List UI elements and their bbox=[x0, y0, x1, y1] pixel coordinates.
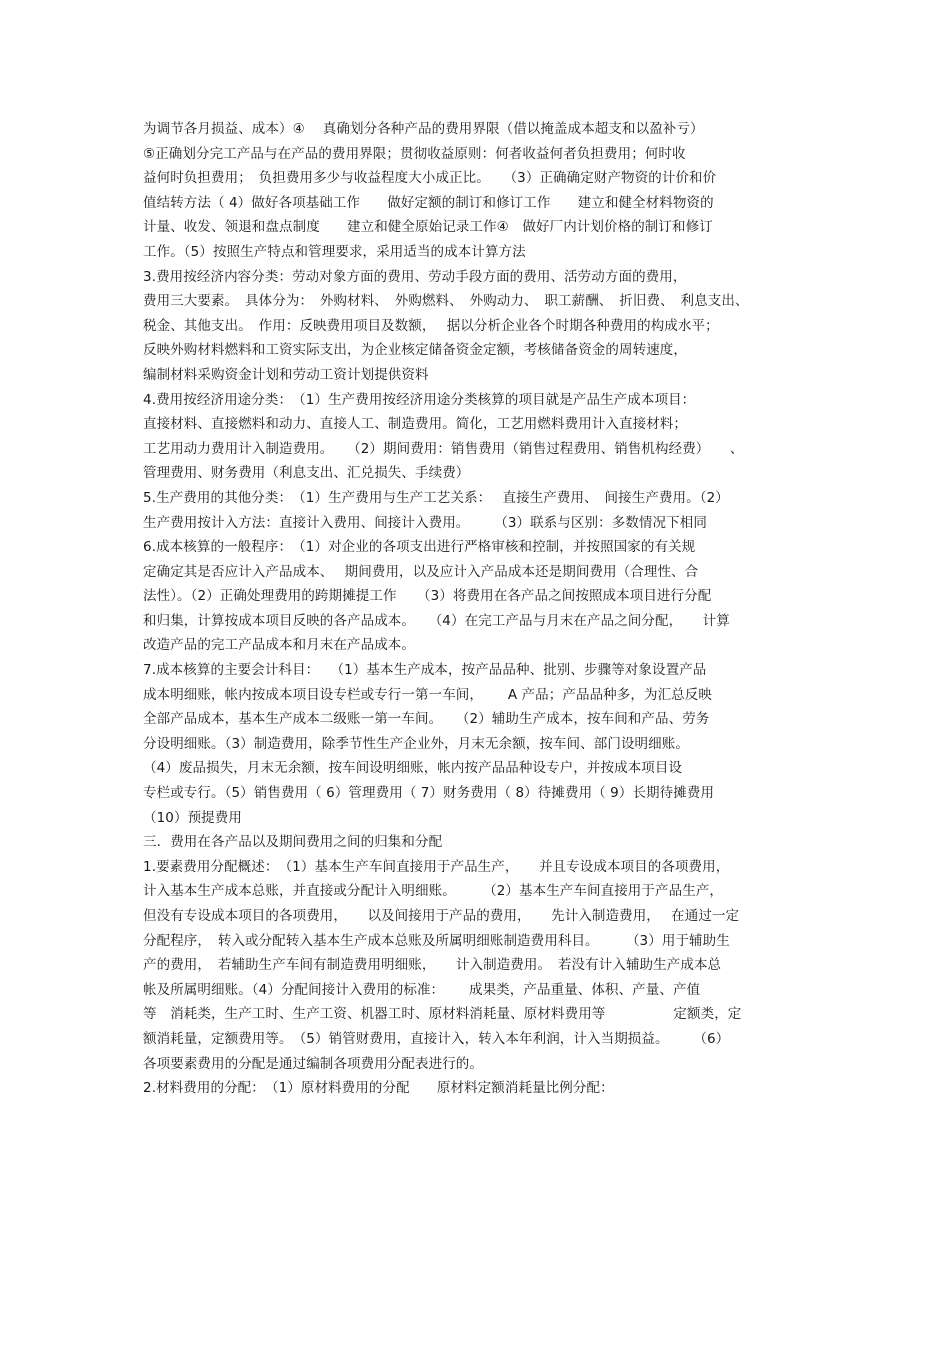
text-line: 分设明细账。（3）制造费用，除季节性生产企业外，月末无余额，按车间、部门设明细账。 bbox=[143, 735, 689, 752]
text-line: 益何时负担费用； 负担费用多少与收益程度大小成正比。 （3）正确确定财产物资的计价和价 bbox=[143, 170, 717, 187]
text-line: 产的费用， 若辅助生产车间有制造费用明细账， 计入制造费用。 若没有计入辅助生产成本总 bbox=[143, 957, 722, 974]
text-line: 计入基本生产成本总账，并直接或分配计入明细账。 （2）基本生产车间直接用于产品生产， bbox=[143, 883, 723, 900]
text-line: 改造产品的完工产品成本和月末在产品成本。 bbox=[143, 637, 415, 654]
section-heading-5: 5.生产费用的其他分类： （1）生产费用与生产工艺关系： 直接生产费用、 间接生产费用。（2） bbox=[143, 489, 729, 506]
text-line: 分配程序， 转入或分配转入基本生产成本总账及所属明细账制造费用科目。 （3）用于辅助生 bbox=[143, 932, 730, 949]
text-line: 管理费用、财务费用（利息支出、汇兑损失、手续费） bbox=[143, 465, 470, 482]
text-line: 但没有专设成本项目的各项费用， 以及间接用于产品的费用， 先计入制造费用， 在通过一定 bbox=[143, 908, 740, 924]
text-line: 和归集，计算按成本项目反映的各产品成本。 （4）在完工产品与月末在产品之间分配， 计算 bbox=[143, 612, 730, 629]
text-line: 为调节各月损益、成本）④ 真确划分各种产品的费用界限（借以掩盖成本超支和以盈补亏） bbox=[143, 121, 704, 137]
text-line: 编制材料采购资金计划和劳动工资计划提供资料 bbox=[143, 366, 429, 383]
text-line: 反映外购材料燃料和工资实际支出，为企业核定储备资金定额，考核储备资金的周转速度， bbox=[143, 342, 687, 359]
text-line: 值结转方法（ 4）做好各项基础工作 做好定额的制订和修订工作 建立和健全材料物资的 bbox=[143, 194, 714, 211]
text-line: 费用三大要素。 具体分为： 外购材料、 外购燃料、 外购动力、 职工薪酬、 折旧费、 利息支出、 bbox=[143, 293, 749, 310]
section-heading-4: 4.费用按经济用途分类： （1）生产费用按经济用途分类核算的项目就是产品生产成本项目： bbox=[143, 391, 696, 408]
text-line: 各项要素费用的分配是通过编制各项费用分配表进行的。 bbox=[143, 1055, 483, 1072]
text-line: 工艺用动力费用计入制造费用。 （2）期间费用：销售费用（销售过程费用、销售机构经费） 、 bbox=[143, 440, 744, 457]
text-line: （4）废品损失，月末无余额，按车间设明细账，帐内按产品品种设专户，并按成本项目设 bbox=[143, 760, 683, 777]
text-line: 等 消耗类，生产工时、生产工资、机器工时、原材料消耗量、原材料费用等 定额类，定 bbox=[143, 1006, 742, 1023]
text-line: 生产费用按计入方法：直接计入费用、间接计入费用。 （3）联系与区别：多数情况下相同 bbox=[143, 514, 707, 531]
chapter-heading: 三．费用在各产品以及期间费用之间的归集和分配 bbox=[143, 834, 443, 851]
text-line: 全部产品成本，基本生产成本二级账一第一车间。 （2）辅助生产成本，按车间和产品、劳务 bbox=[143, 711, 710, 728]
document-body bbox=[143, 117, 823, 1101]
section-heading-6: 6.成本核算的一般程序： （1）对企业的各项支出进行严格审核和控制，并按照国家的有关规 bbox=[143, 539, 696, 556]
section-heading-7: 7.成本核算的主要会计科目： （1）基本生产成本，按产品品种、批别、步骤等对象设置产品 bbox=[143, 662, 707, 679]
text-line: 额消耗量，定额费用等。 （5）销管财费用，直接计入，转入本年利润，计入当期损益。 （6） bbox=[143, 1030, 730, 1047]
text-line: 税金、其他支出。 作用：反映费用项目及数额， 据以分析企业各个时期各种费用的构成水平； bbox=[143, 317, 719, 334]
text-line: 帐及所属明细账。（4）分配间接计入费用的标准： 成果类，产品重量、体积、产量、产值 bbox=[143, 981, 701, 998]
text-line: 专栏或专行。（5）销售费用（ 6）管理费用（ 7）财务费用（ 8）待摊费用（ 9）长期待摊费用 bbox=[143, 785, 715, 802]
text-line: ⑤正确划分完工产品与在产品的费用界限；贯彻收益原则：何者收益何者负担费用；何时收 bbox=[143, 145, 686, 162]
text-line: 定确定其是否应计入产品成本、 期间费用，以及应计入产品成本还是期间费用（合理性、合 bbox=[143, 563, 699, 580]
text-line: 计量、收发、领退和盘点制度 建立和健全原始记录工作④ 做好厂内计划价格的制订和修订 bbox=[143, 219, 713, 236]
text-line: 工作。（5）按照生产特点和管理要求，采用适当的成本计算方法 bbox=[143, 243, 526, 260]
section-heading-3: 3.费用按经济内容分类：劳动对象方面的费用、劳动手段方面的费用、活劳动方面的费用， bbox=[143, 268, 687, 285]
section-heading-2: 2.材料费用的分配： （1）原材料费用的分配 原材料定额消耗量比例分配： bbox=[143, 1080, 614, 1097]
text-line: （10）预提费用 bbox=[143, 809, 242, 826]
text-line: 法性）。（2）正确处理费用的跨期摊提工作 （3）将费用在各产品之间按照成本项目进行分配 bbox=[143, 588, 712, 605]
text-line: 直接材料、直接燃料和动力、直接人工、制造费用。简化，工艺用燃料费用计入直接材料； bbox=[143, 416, 687, 433]
text-line: 成本明细账，帐内按成本项目设专栏或专行一第一车间， A 产品；产品品种多，为汇总反映 bbox=[143, 686, 712, 703]
section-heading-1: 1.要素费用分配概述： （1）基本生产车间直接用于产品生产， 并且专设成本项目的各项费用， bbox=[143, 858, 730, 875]
